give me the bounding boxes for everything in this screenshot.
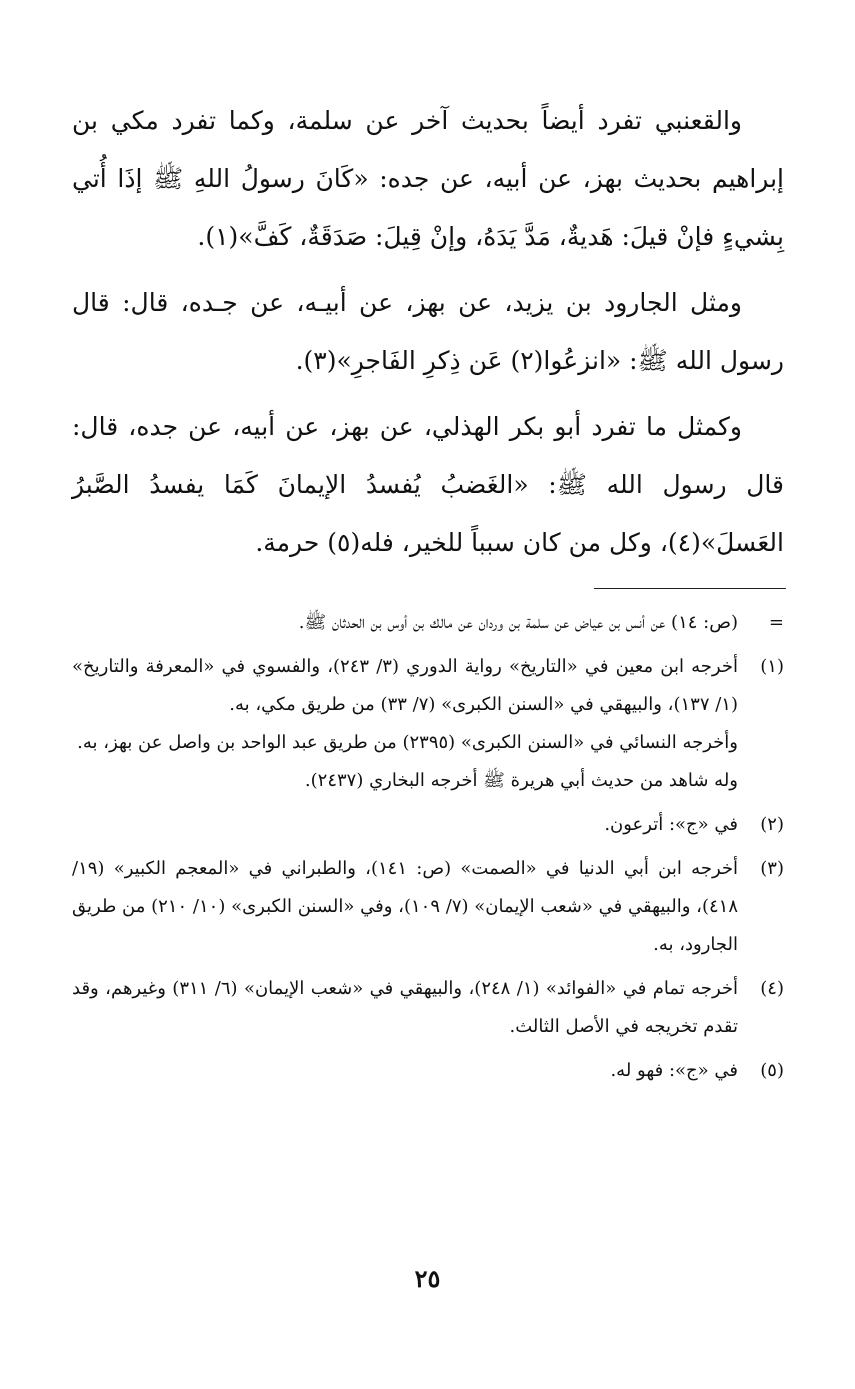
footnote-marker: (٥)	[760, 1060, 784, 1081]
footnote-text: في «ج»: أترعون.	[604, 814, 738, 835]
footnote-1	[72, 648, 784, 800]
footnote-text: أخرجه تمام في «الفوائد» (١/ ٢٤٨)، والبيهقي في «شعب الإيمان» (٦/ ٣١١) وغيرهم، وقد تقدم تخريجه في الأصل الثالث.	[72, 978, 738, 1037]
footnote-text: وأخرجه النسائي في «السنن الكبرى» (٢٣٩٥) من طريق عبد الواحد بن واصل عن بهز، به.	[77, 732, 738, 753]
footnote-4	[72, 970, 784, 1046]
footnote-text: (ص: ١٤) عن أنس بن عياض عن سلمة بن وردان عن مالك بن أوس بن الحدثان ﷺ.	[298, 612, 738, 633]
footnote-continued	[72, 604, 784, 642]
paragraph-2: ومثل الجارود بن يزيد، عن بهز، عن أبيـه، عن جـده، قال: قال رسول الله ﷺ: «انزعُوا(٢) عَن ذِكرِ الفَاجرِ»(٣).	[72, 288, 784, 375]
footnote-text: وله شاهد من حديث أبي هريرة ﷺ أخرجه البخاري (٢٤٣٧).	[304, 770, 738, 791]
footnote-3	[72, 850, 784, 964]
footnote-marker: (٢)	[760, 814, 784, 835]
footnote-separator	[594, 588, 786, 589]
footnote-2	[72, 806, 784, 844]
paragraph-3: وكمثل ما تفرد أبو بكر الهذلي، عن بهز، عن أبيه، عن جده، قال: قال رسول الله ﷺ: «الغَضبُ يُفسدُ الإيمانَ كَمَا يفسدُ الصَّبرُ العَسلَ»(٤)، وكل من كان سبباً للخير، فله(٥) حرمة.	[72, 412, 784, 557]
main-text	[72, 92, 784, 580]
footnotes	[72, 604, 784, 1096]
footnote-text: أخرجه ابن معين في «التاريخ» رواية الدوري (٣/ ٢٤٣)، والفسوي في «المعرفة والتاريخ» (١/ ١٣٧)، والبيهقي في «السنن الكبرى» (٧/ ٣٣) من طريق مكي، به.	[72, 656, 738, 715]
footnote-marker: (٣)	[760, 858, 784, 879]
footnote-text: في «ج»: فهو له.	[610, 1060, 738, 1081]
footnote-5	[72, 1052, 784, 1090]
footnote-marker: =	[768, 612, 784, 633]
page-number: ٢٥	[414, 1264, 441, 1293]
footnote-marker: (١)	[760, 656, 784, 677]
footnote-text: أخرجه ابن أبي الدنيا في «الصمت» (ص: ١٤١)، والطبراني في «المعجم الكبير» (١٩/ ٤١٨)، والبيهقي في «شعب الإيمان» (٧/ ١٠٩)، وفي «السنن الكبرى» (١٠/ ٢١٠) من طريق الجارود، به.	[72, 858, 739, 955]
footnote-marker: (٤)	[760, 978, 784, 999]
paragraph-1: والقعنبي تفرد أيضاً بحديث آخر عن سلمة، وكما تفرد مكي بن إبراهيم بحديث بهز، عن أبيه، عن جده: «كَانَ رسولُ اللهِ ﷺ إذَا أُتي بِشيءٍ فإنْ قيلَ: هَديةٌ، مَدَّ يَدَهُ، وإنْ قِيلَ: صَدَقَةٌ، كَفَّ»(١).	[72, 106, 784, 251]
